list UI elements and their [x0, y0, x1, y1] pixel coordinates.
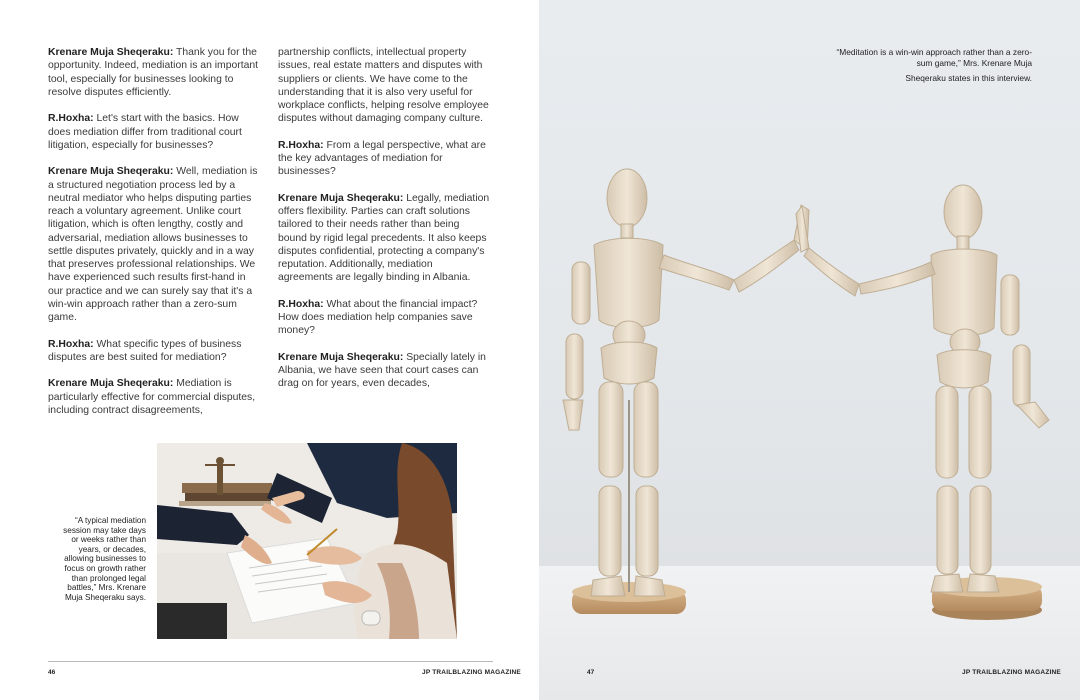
wooden-mannequins-illustration — [539, 0, 1080, 700]
paragraph: Krenare Muja Sheqeraku: Specially lately in Albania, we have seen that court cases can drag on for years, even decades, — [278, 351, 486, 390]
left-page — [0, 0, 538, 700]
paragraph: Krenare Muja Sheqeraku: Well, mediation is a structured negotiation process led by a neutral mediator who helps disputing parties reach a voluntary agreement. Unlike court litigation, which is often lengthy, costly and adversarial, mediation allows businesses to settle disputes privately, quickly and in a way that preserves professional relationships. We have experienced such results first-hand in our practice and we can surely say that it's a win-win approach rather than a zero-sum game. — [48, 166, 258, 323]
paragraph: Krenare Muja Sheqeraku: Thank you for the opportunity. Indeed, mediation is an important tool, especially for businesses looking to resolve disputes efficiently. — [48, 47, 259, 98]
magazine-name: JP TRAILBLAZING MAGAZINE — [422, 669, 521, 676]
paragraph: R.Hoxha: What specific types of business disputes are best suited for mediation? — [48, 338, 242, 363]
pull-quote-line: “Meditation is a win-win approach rather than a zero-sum game,” Mrs. Krenare Muja — [836, 47, 1032, 68]
page-number: 47 — [587, 669, 595, 676]
magazine-name: JP TRAILBLAZING MAGAZINE — [962, 669, 1061, 676]
paragraph: partnership conflicts, intellectual property issues, real estate matters and disputes with suppliers or clients. We have come to the understanding that it is also very useful for workplace conflicts, helping resolve employee disputes without damaging company culture. — [278, 47, 489, 125]
paragraph: Krenare Muja Sheqeraku: Legally, mediation offers flexibility. Parties can craft solutions tailored to their needs rather than being bound by rigid legal precedents. It also keeps disputes confidential, protecting a company's reputation. Additionally, mediation agreements are legally binding in Albania. — [278, 192, 490, 284]
right-mannequin — [796, 185, 1049, 620]
page-number: 46 — [48, 669, 56, 676]
paragraph: R.Hoxha: Let's start with the basics. How does mediation differ from traditional court litigation, especially for businesses? — [48, 113, 242, 151]
paragraph: Krenare Muja Sheqeraku: Mediation is particularly effective for commercial disputes, including contract disagreements, — [48, 378, 256, 416]
left-mannequin — [563, 169, 809, 614]
article-column-2 — [278, 46, 490, 404]
right-page — [539, 0, 1080, 700]
paragraph: R.Hoxha: From a legal perspective, what are the key advantages of mediation for businesses? — [278, 139, 486, 178]
pull-quote-line: Sheqeraku states in this interview. — [905, 73, 1032, 83]
article-column-1 — [48, 46, 260, 430]
photo-caption: “A typical mediation session may take days or weeks rather than years, or decades, allowing businesses to focus on growth rather than prolonged legal battles,” Mrs. Krenare Muja Sheqeraku says. — [63, 516, 146, 602]
paragraph: R.Hoxha: What about the financial impact? How does mediation help companies save money? — [278, 298, 478, 337]
mediation-photo — [157, 443, 457, 639]
mediation-illustration — [157, 443, 457, 639]
footer-rule — [48, 661, 493, 662]
